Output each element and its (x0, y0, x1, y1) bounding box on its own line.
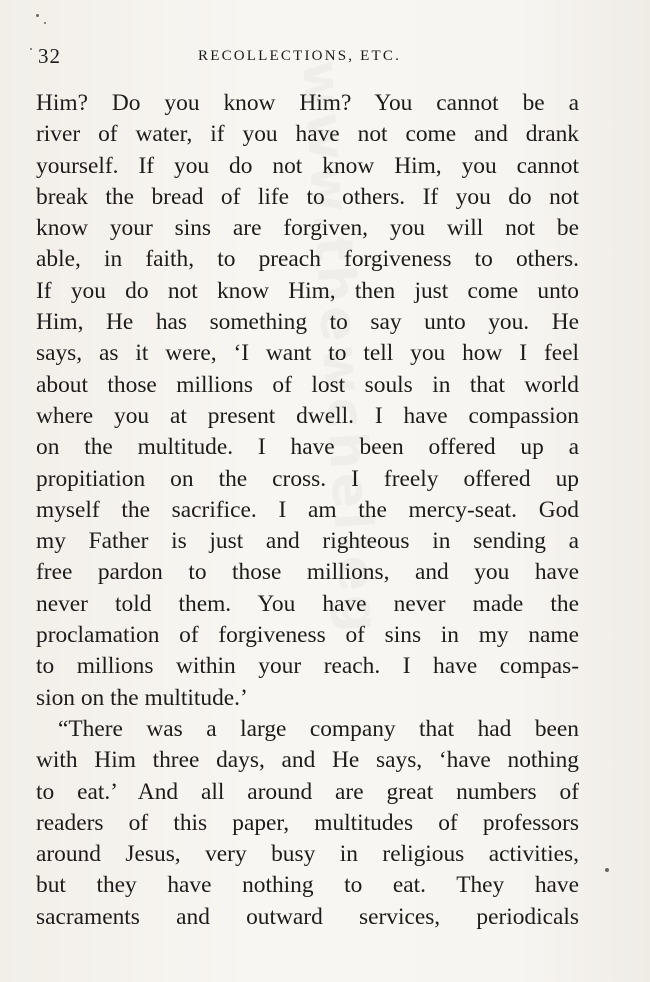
text-line: myself the sacrifice. I am the mercy-seat. God (36, 496, 579, 523)
text-line: to millions within your reach. I have compas- (36, 653, 579, 680)
text-line: my Father is just and righteous in sending a (36, 528, 579, 555)
text-line: with Him three days, and He says, ‘have nothing (36, 747, 579, 774)
page-number: 32 (38, 44, 61, 68)
text-line: If you do not know Him, then just come unto (36, 277, 579, 304)
text-line: know your sins are forgiven, you will not be (36, 215, 579, 242)
text-line: Him, He has something to say unto you. He (36, 309, 579, 336)
text-line: to eat.’ And all around are great numbers of (36, 778, 579, 805)
page-header (38, 44, 580, 74)
text-line: yourself. If you do not know Him, you cannot (36, 152, 579, 179)
text-line: never told them. You have never made the (36, 590, 579, 617)
paragraph-end-line: sion on the multitude.’ (36, 684, 248, 711)
text-line: but they have nothing to eat. They have (36, 872, 579, 899)
text-line: readers of this paper, multitudes of professors (36, 809, 579, 836)
text-line: Him? Do you know Him? You cannot be a (36, 90, 579, 116)
text-line: proclamation of forgiveness of sins in my name (36, 622, 579, 649)
text-line: on the multitude. I have been offered up a (36, 434, 579, 461)
text-line: free pardon to those millions, and you have (36, 559, 579, 586)
text-line: about those millions of lost souls in that world (36, 371, 579, 398)
text-line: break the bread of life to others. If you do not (36, 183, 579, 210)
text-line: around Jesus, very busy in religious activities, (36, 841, 579, 868)
text-line: propitiation on the cross. I freely offered up (36, 465, 579, 492)
running-head: RECOLLECTIONS, ETC. (198, 48, 402, 64)
text-line: able, in faith, to preach forgiveness to others. (36, 246, 579, 273)
body-text (36, 88, 579, 933)
watermark: www.thewchelleg (290, 58, 391, 639)
text-line: says, as it were, ‘I want to tell you how I feel (36, 340, 579, 367)
text-line: sacraments and outward services, periodicals (36, 903, 579, 930)
text-line: where you at present dwell. I have compassion (36, 402, 579, 429)
text-line: river of water, if you have not come and drank (36, 121, 579, 148)
paragraph-start-line: “There was a large company that had been (58, 715, 579, 742)
